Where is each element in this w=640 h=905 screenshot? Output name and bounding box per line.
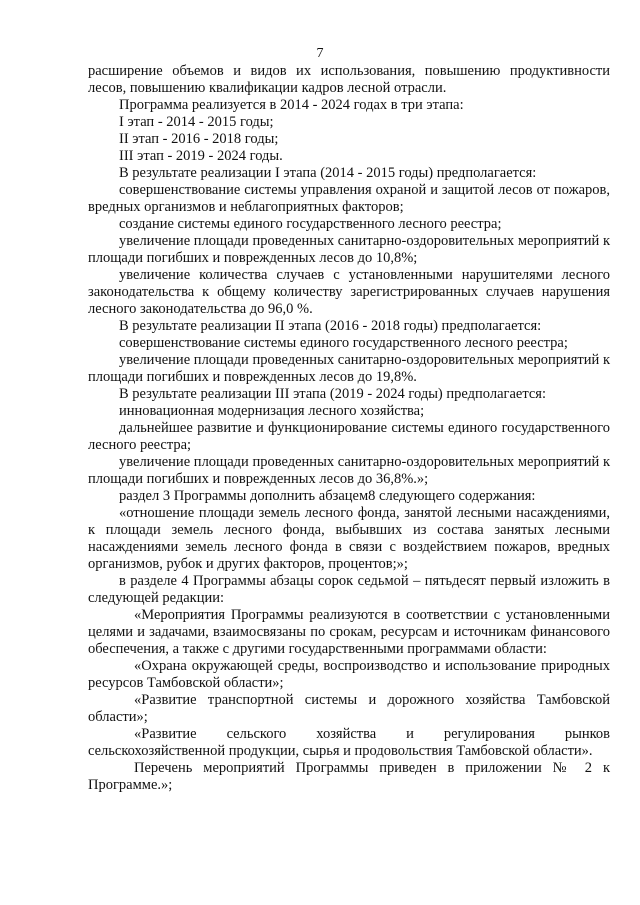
page-number: 7 bbox=[316, 46, 324, 61]
document-paragraph: «отношение площади земель лесного фонда, занятой лесными насаждениями, к площади земель лесного фонда, выбывших из состава занятых лесными насаждениями земель лесного фонда в связи с воздействием пожаров, вредных организмов, рубок и других факторов, процентов;»; bbox=[88, 505, 610, 572]
document-paragraph: В результате реализации I этапа (2014 - 2015 годы) предполагается: bbox=[119, 165, 537, 181]
document-paragraph: I этап - 2014 - 2015 годы; bbox=[119, 114, 274, 130]
document-paragraph: расширение объемов и видов их использования, повышению продуктивности лесов, повышению квалификации кадров лесной отрасли. bbox=[88, 63, 610, 96]
document-paragraph: увеличение количества случаев с установленными нарушителями лесного законодательства к общему количеству зарегистрированных случаев нарушения лесного законодательства до 96,0 %. bbox=[88, 267, 610, 317]
document-paragraph: «Развитие транспортной системы и дорожного хозяйства Тамбовской области»; bbox=[88, 692, 610, 725]
document-paragraph: раздел 3 Программы дополнить абзацем8 следующего содержания: bbox=[119, 488, 536, 504]
document-paragraph: В результате реализации II этапа (2016 - 2018 годы) предполагается: bbox=[119, 318, 542, 334]
document-paragraph: увеличение площади проведенных санитарно-оздоровительных мероприятий к площади погибших и поврежденных лесов до 10,8%; bbox=[88, 233, 610, 266]
document-paragraph: дальнейшее развитие и функционирование системы единого государственного лесного реестра; bbox=[88, 420, 610, 453]
document-paragraph: II этап - 2016 - 2018 годы; bbox=[119, 131, 279, 147]
document-paragraph: «Охрана окружающей среды, воспроизводство и использование природных ресурсов Тамбовской области»; bbox=[88, 658, 610, 691]
document-paragraph: Программа реализуется в 2014 - 2024 годах в три этапа: bbox=[119, 97, 464, 113]
document-paragraph: III этап - 2019 - 2024 годы. bbox=[119, 148, 283, 164]
document-paragraph: увеличение площади проведенных санитарно-оздоровительных мероприятий к площади погибших и поврежденных лесов до 36,8%.»; bbox=[88, 454, 610, 487]
document-paragraph: «Развитие сельского хозяйства и регулирования рынков сельскохозяйственной продукции, сырья и продовольствия Тамбовской области». bbox=[88, 726, 610, 759]
document-paragraph: в разделе 4 Программы абзацы сорок седьмой – пятьдесят первый изложить в следующей редакции: bbox=[88, 573, 610, 606]
document-paragraph: совершенствование системы единого государственного лесного реестра; bbox=[119, 335, 568, 351]
document-paragraph: совершенствование системы управления охраной и защитой лесов от пожаров, вредных организмов и неблагоприятных факторов; bbox=[88, 182, 610, 215]
document-body bbox=[88, 63, 610, 794]
document-paragraph: инновационная модернизация лесного хозяйства; bbox=[119, 403, 425, 419]
document-paragraph: создание системы единого государственного лесного реестра; bbox=[119, 216, 502, 232]
document-paragraph: В результате реализации III этапа (2019 - 2024 годы) предполагается: bbox=[119, 386, 546, 402]
document-paragraph: Перечень мероприятий Программы приведен в приложении № 2 к Программе.»; bbox=[88, 760, 610, 793]
document-paragraph: увеличение площади проведенных санитарно-оздоровительных мероприятий к площади погибших и поврежденных лесов до 19,8%. bbox=[88, 352, 610, 385]
document-paragraph: «Мероприятия Программы реализуются в соответствии с установленными целями и задачами, взаимосвязаны по срокам, ресурсам и источникам финансового обеспечения, а также с другими государственными программами области: bbox=[88, 607, 610, 657]
